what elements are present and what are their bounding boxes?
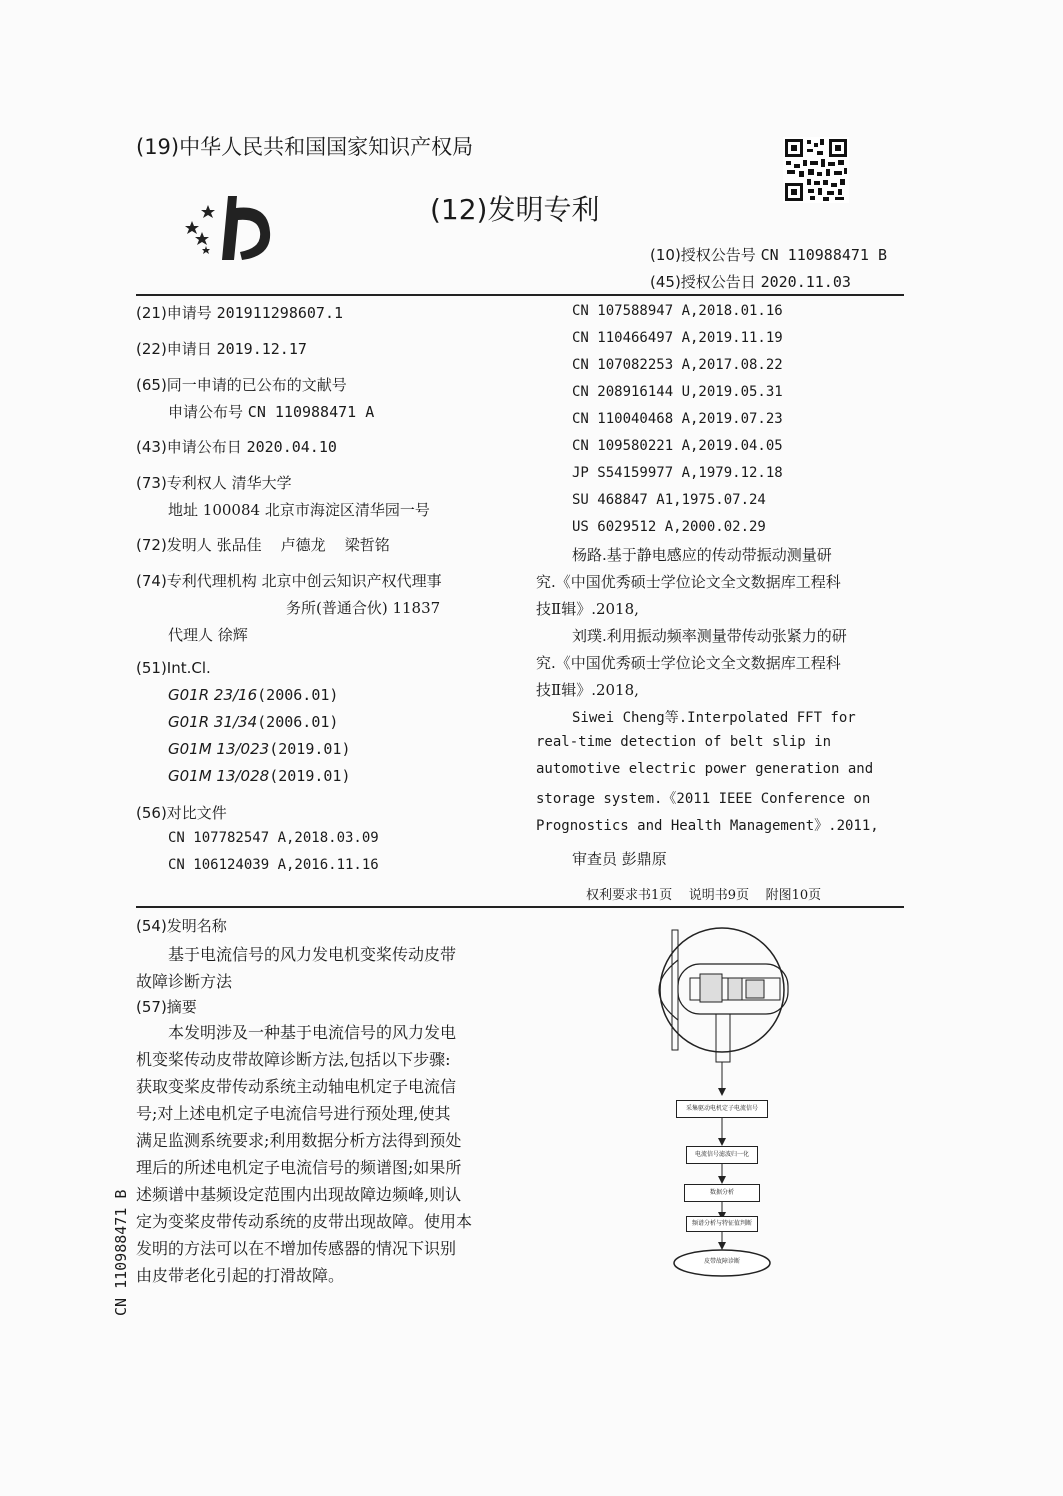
cnipa-logo <box>178 190 278 265</box>
flow-step-spectrum: 频谱分析与特征值判断 <box>686 1216 758 1232</box>
literature-line: 技Ⅱ辑》.2018, <box>536 681 639 699</box>
qr-code <box>783 137 849 203</box>
literature-line: real-time detection of belt slip in <box>536 734 832 750</box>
abstract-line: 理后的所述电机定子电流信号的频谱图;如果所 <box>136 1158 462 1177</box>
invention-title: 基于电流信号的风力发电机变桨传动皮带 <box>168 945 457 964</box>
abstract-line: 定为变桨皮带传动系统的皮带出现故障。使用本 <box>136 1212 473 1231</box>
header-rule <box>136 294 904 296</box>
pub-date-label: (45)授权公告日 <box>650 273 756 291</box>
reference-item: CN 110040468 A,2019.07.23 <box>572 411 783 427</box>
publication-number <box>650 244 887 265</box>
literature-line: 技Ⅱ辑》.2018, <box>536 600 639 618</box>
literature-line: 究.《中国优秀硕士学位论文全文数据库工程科 <box>536 573 841 591</box>
document-type: (12)发明专利 <box>430 193 600 226</box>
office-name: (19)中华人民共和国国家知识产权局 <box>136 135 474 159</box>
abstract-line: 机变桨传动皮带故障诊断方法,包括以下步骤: <box>136 1050 451 1069</box>
reference-item: SU 468847 A1,1975.07.24 <box>572 492 766 508</box>
invention-title: 故障诊断方法 <box>136 972 233 991</box>
abstract-figure <box>630 920 810 1280</box>
patent-agent: 代理人 徐辉 <box>168 626 248 644</box>
literature-line: 杨路.基于静电感应的传动带振动测量研 <box>572 546 832 564</box>
application-publication-date: (43)申请公布日 2020.04.10 <box>136 438 337 456</box>
intcl-item: G01R 23/16(2006.01) <box>168 686 339 704</box>
reference-item: CN 107782547 A,2018.03.09 <box>168 830 379 846</box>
inventors: (72)发明人 张品佳 卢德龙 梁哲铭 <box>136 536 390 554</box>
intcl-item: G01M 13/028(2019.01) <box>168 767 351 785</box>
literature-line: Prognostics and Health Management》.2011, <box>536 818 879 834</box>
reference-item: CN 208916144 U,2019.05.31 <box>572 384 783 400</box>
flow-step-analysis: 数据分析 <box>684 1184 760 1202</box>
abstract-line: 满足监测系统要求;利用数据分析方法得到预处 <box>136 1131 462 1150</box>
abstract-line: 由皮带老化引起的打滑故障。 <box>136 1266 345 1285</box>
reference-item: CN 107588947 A,2018.01.16 <box>572 303 783 319</box>
flow-step-acquire: 采集驱动电机定子电流信号 <box>676 1100 768 1118</box>
application-number: (21)申请号 201911298607.1 <box>136 304 344 322</box>
abstract-line: 号;对上述电机定子电流信号进行预处理,使其 <box>136 1104 451 1123</box>
related-publication-heading: (65)同一申请的已公布的文献号 <box>136 376 347 394</box>
abstract-line: 获取变桨皮带传动系统主动轴电机定子电流信 <box>136 1077 457 1096</box>
abstract-line: 本发明涉及一种基于电流信号的风力发电 <box>168 1023 457 1042</box>
pub-date-value: 2020.11.03 <box>760 273 851 291</box>
literature-line: automotive electric power generation and <box>536 761 874 777</box>
application-date: (22)申请日 2019.12.17 <box>136 340 307 358</box>
intcl-item: G01M 13/023(2019.01) <box>168 740 351 758</box>
side-publication-number: CN 110988471 B <box>112 1189 130 1316</box>
reference-item: CN 106124039 A,2016.11.16 <box>168 857 379 873</box>
flow-step-filter: 电流信号滤波归一化 <box>686 1146 758 1164</box>
intcl-item: G01R 31/34(2006.01) <box>168 713 339 731</box>
literature-line: storage system.《2011 IEEE Conference on <box>536 791 871 807</box>
application-publication-number: 申请公布号 CN 110988471 A <box>168 403 375 421</box>
reference-item: CN 109580221 A,2019.04.05 <box>572 438 783 454</box>
examiner: 审查员 彭鼎原 <box>572 850 667 868</box>
intcl-heading: (51)Int.Cl. <box>136 659 211 677</box>
pub-no-value: CN 110988471 B <box>760 246 888 264</box>
page-counts: 权利要求书1页 说明书9页 附图10页 <box>586 888 822 903</box>
abstract-heading: (57)摘要 <box>136 998 197 1016</box>
references-heading: (56)对比文件 <box>136 804 227 822</box>
reference-item: CN 110466497 A,2019.11.19 <box>572 330 783 346</box>
patentee-address: 地址 100084 北京市海淀区清华园一号 <box>168 501 430 519</box>
patent-agency: (74)专利代理机构 北京中创云知识产权代理事 <box>136 572 442 590</box>
patent-agency-cont: 务所(普通合伙) 11837 <box>286 599 441 617</box>
reference-item: CN 107082253 A,2017.08.22 <box>572 357 783 373</box>
patentee: (73)专利权人 清华大学 <box>136 474 292 492</box>
literature-line: 究.《中国优秀硕士学位论文全文数据库工程科 <box>536 654 841 672</box>
abstract-line: 发明的方法可以在不增加传感器的情况下识别 <box>136 1239 457 1258</box>
title-heading: (54)发明名称 <box>136 917 227 935</box>
reference-item: JP S54159977 A,1979.12.18 <box>572 465 783 481</box>
abstract-line: 述频谱中基频设定范围内出现故障边频峰,则认 <box>136 1185 462 1204</box>
literature-line: Siwei Cheng等.Interpolated FFT for <box>572 710 856 726</box>
flow-step-diagnosis: 皮带故障诊断 <box>703 1258 740 1265</box>
pub-no-label: (10)授权公告号 <box>650 246 756 264</box>
section-rule <box>136 906 904 908</box>
publication-date <box>650 271 851 292</box>
literature-line: 刘璞.利用振动频率测量带传动张紧力的研 <box>572 627 847 645</box>
reference-item: US 6029512 A,2000.02.29 <box>572 519 766 535</box>
